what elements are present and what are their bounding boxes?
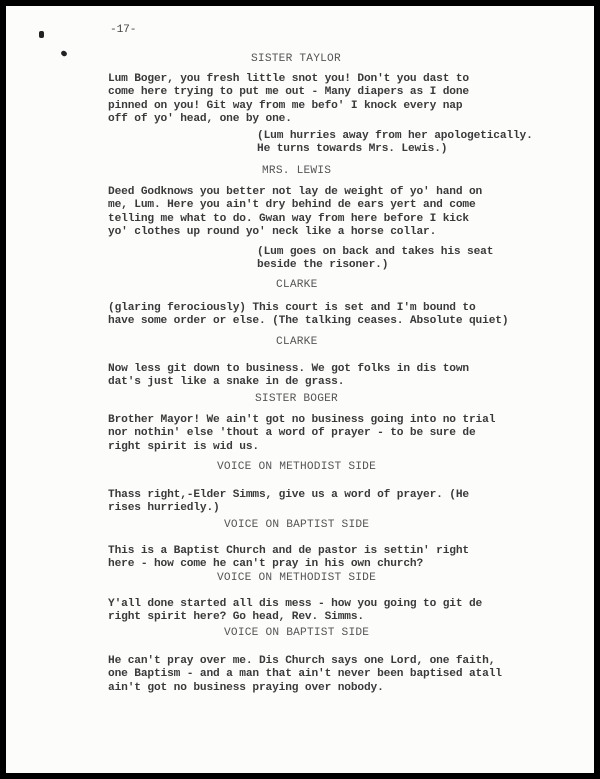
character-name: SISTER TAYLOR bbox=[251, 53, 341, 65]
dialogue-line: pinned on you! Git way from me befo' I knock every nap bbox=[108, 99, 463, 112]
stage-direction-line: beside the risoner.) bbox=[257, 259, 389, 272]
dialogue-line: right spirit here? Go head, Rev. Simms. bbox=[108, 611, 364, 624]
script-page bbox=[6, 6, 594, 773]
stage-direction-line: He turns towards Mrs. Lewis.) bbox=[257, 143, 448, 156]
dialogue-line: Now less git down to business. We got folks in dis town bbox=[108, 363, 469, 375]
dialogue-line: here - how come he can't pray in his own church? bbox=[108, 558, 424, 571]
character-name: VOICE ON BAPTIST SIDE bbox=[224, 519, 370, 531]
stage-direction-line: (Lum hurries away from her apologetically. bbox=[257, 130, 533, 142]
punch-mark bbox=[39, 31, 44, 38]
dialogue-line: This is a Baptist Church and de pastor is settin' right bbox=[108, 545, 469, 557]
dialogue-line: me, Lum. Here you ain't dry behind de ears yert and come bbox=[108, 199, 476, 212]
dialogue-line: Y'all done started all dis mess - how you going to git de bbox=[108, 598, 483, 610]
dialogue-line: yo' clothes up round yo' neck like a horse collar. bbox=[108, 226, 437, 239]
dialogue-line: Brother Mayor! We ain't got no business going into no trial bbox=[108, 414, 496, 426]
dialogue-line: have some order or else. (The talking ceases. Absolute quiet) bbox=[108, 315, 509, 328]
dialogue-line: one Baptism - and a man that ain't never been baptised atall bbox=[108, 668, 502, 681]
dialogue-line: (glaring ferociously) This court is set and I'm bound to bbox=[108, 302, 476, 314]
dialogue-line: dat's just like a snake in de grass. bbox=[108, 376, 345, 389]
character-name: MRS. LEWIS bbox=[262, 165, 332, 177]
punch-mark bbox=[60, 50, 68, 58]
dialogue-line: Lum Boger, you fresh little snot you! Don't you dast to bbox=[108, 73, 469, 85]
page-number: -17- bbox=[110, 24, 137, 36]
dialogue-line: rises hurriedly.) bbox=[108, 502, 220, 515]
dialogue-line: nor nothin' else 'thout a word of prayer - to be sure de bbox=[108, 427, 476, 440]
dialogue-line: Deed Godknows you better not lay de weight of yo' hand on bbox=[108, 186, 483, 198]
dialogue-line: ain't got no business praying over nobody. bbox=[108, 681, 384, 694]
stage-direction-line: (Lum goes on back and takes his seat bbox=[257, 246, 494, 258]
dialogue-line: right spirit is wid us. bbox=[108, 440, 259, 453]
dialogue-line: Thass right,-Elder Simms, give us a word of prayer. (He bbox=[108, 489, 469, 501]
character-name: SISTER BOGER bbox=[255, 393, 338, 405]
character-name: CLARKE bbox=[276, 279, 318, 291]
character-name: VOICE ON BAPTIST SIDE bbox=[224, 627, 370, 639]
dialogue-line: He can't pray over me. Dis Church says one Lord, one faith, bbox=[108, 655, 496, 667]
character-name: VOICE ON METHODIST SIDE bbox=[217, 572, 377, 584]
dialogue-line: telling me what to do. Gwan way from here before I kick bbox=[108, 212, 469, 225]
character-name: VOICE ON METHODIST SIDE bbox=[217, 461, 377, 473]
dialogue-line: off of yo' head, one by one. bbox=[108, 113, 292, 126]
character-name: CLARKE bbox=[276, 336, 318, 348]
dialogue-line: come here trying to put me out - Many diapers as I done bbox=[108, 86, 469, 99]
